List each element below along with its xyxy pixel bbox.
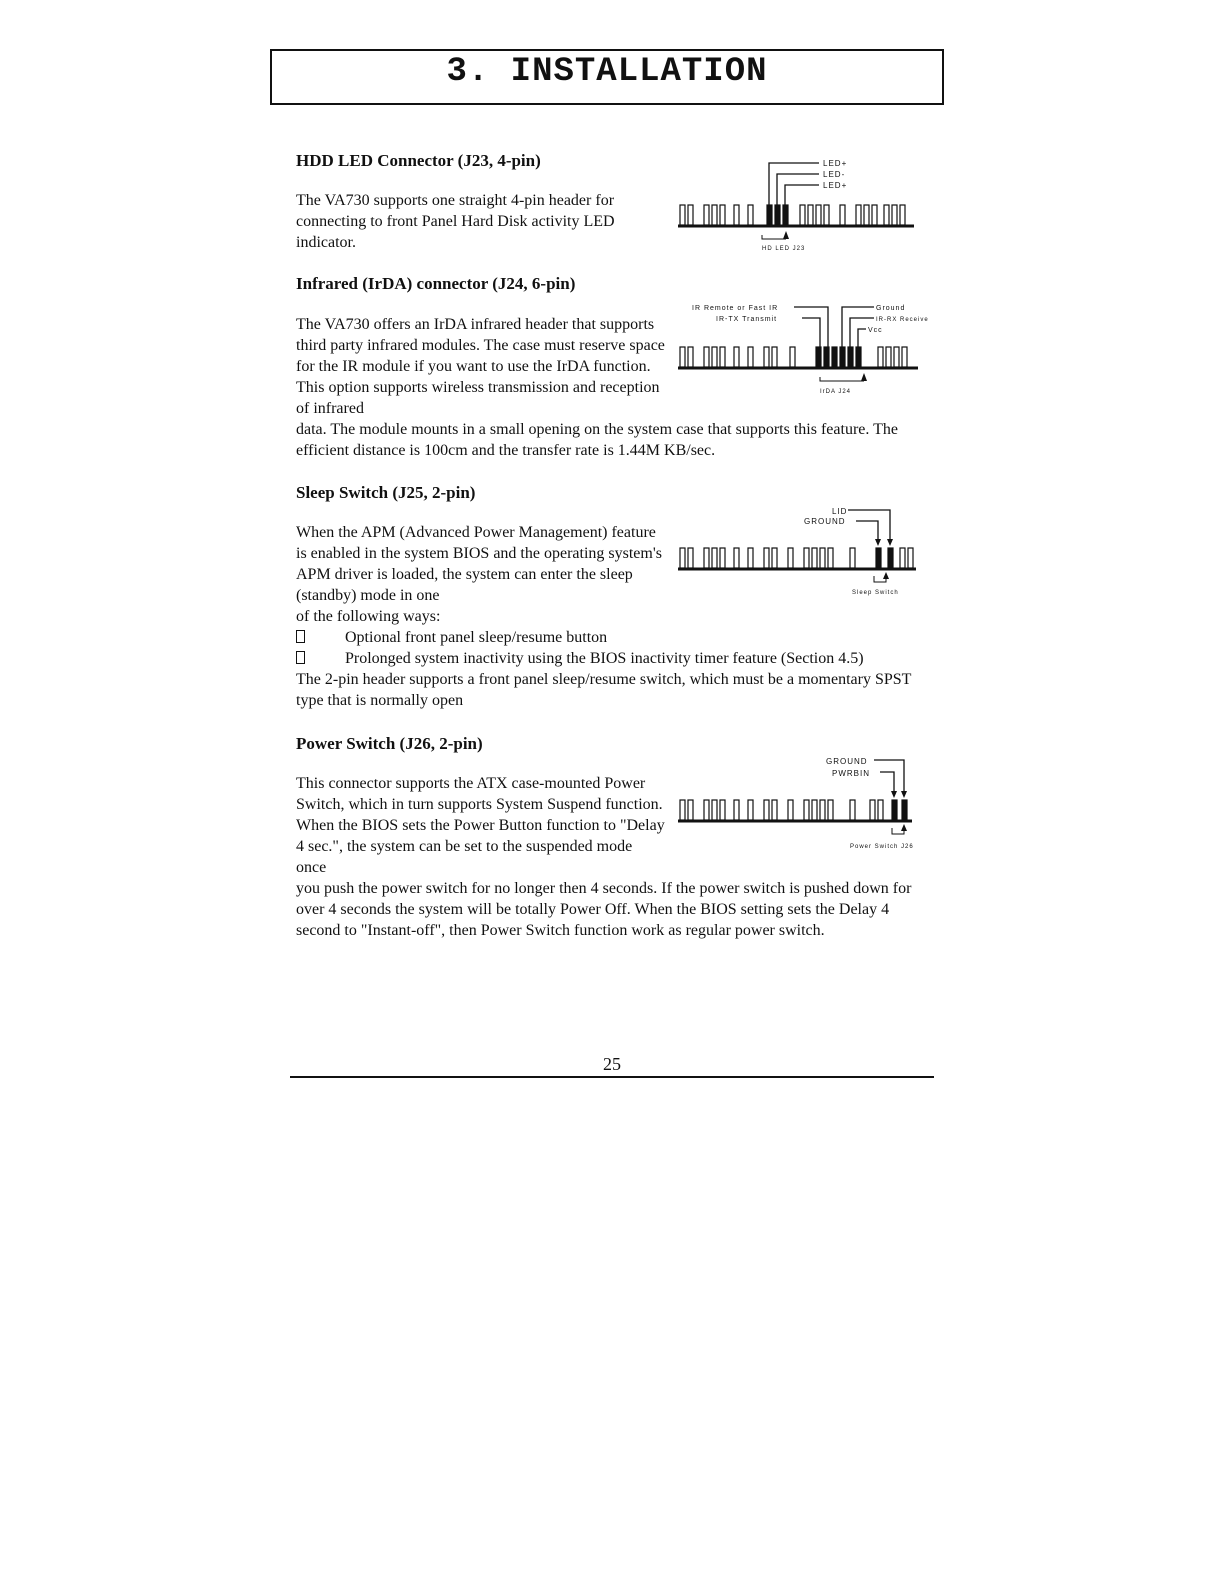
power-caption: Power Switch J26 bbox=[850, 844, 914, 850]
sleep-switch-diagram bbox=[674, 498, 924, 603]
hdd-caption: HD LED J23 bbox=[762, 246, 806, 252]
irda-label-ir-remote: IR Remote or Fast IR bbox=[692, 305, 779, 312]
sleep-switch-text-after: The 2-pin header supports a front panel sleep/resume switch, which must be a momentary SPST type that is normally open bbox=[296, 671, 912, 709]
power-pin-strip bbox=[680, 800, 907, 820]
power-switch-heading: Power Switch (J26, 2-pin) bbox=[296, 734, 483, 753]
sleep-switch-heading: Sleep Switch (J25, 2-pin) bbox=[296, 483, 476, 502]
hdd-led-diagram bbox=[674, 155, 924, 260]
hdd-label-3: LED+ bbox=[823, 181, 848, 190]
hdd-led-text: The VA730 supports one straight 4-pin header for connecting to front Panel Hard Disk activity LED indicator. bbox=[296, 192, 615, 251]
power-switch-connector-figure bbox=[674, 750, 924, 855]
chapter-header-box bbox=[270, 49, 944, 105]
irda-diagram bbox=[674, 297, 938, 407]
irda-heading: Infrared (IrDA) connector (J24, 6-pin) bbox=[296, 274, 576, 293]
hdd-led-heading: HDD LED Connector (J23, 4-pin) bbox=[296, 151, 541, 170]
sleep-label-ground: GROUND bbox=[804, 517, 846, 526]
power-label-ground: GROUND bbox=[826, 757, 868, 766]
power-label-pwrbin: PWRBIN bbox=[832, 769, 870, 778]
irda-label-ir-rx: IR-RX Receive bbox=[876, 317, 929, 323]
sleep-switch-connector-figure bbox=[674, 498, 924, 603]
irda-label-ground: Ground bbox=[876, 305, 906, 312]
sleep-caption: Sleep Switch bbox=[852, 590, 899, 596]
sleep-bullet-2: Prolonged system inactivity using the BIOS inactivity timer feature (Section 4.5) bbox=[296, 648, 864, 669]
irda-label-ir-tx: IR-TX Transmit bbox=[716, 316, 778, 323]
chapter-title: 3. INSTALLATION bbox=[446, 53, 768, 91]
irda-caption: IrDA J24 bbox=[820, 389, 852, 395]
irda-connector-figure bbox=[674, 297, 938, 407]
irda-label-vcc: Vcc bbox=[868, 327, 883, 334]
hdd-label-2: LED- bbox=[823, 170, 846, 179]
hdd-led-connector-figure bbox=[674, 155, 924, 260]
sleep-bullet-1: Optional front panel sleep/resume button bbox=[296, 627, 607, 648]
bullet-box-icon bbox=[296, 630, 305, 643]
sleep-switch-text-left: When the APM (Advanced Power Management) feature is enabled in the system BIOS and the operating system's APM driver is loaded, the system can enter the sleep (standby) mode in one bbox=[296, 524, 662, 604]
sleep-label-lid: LID bbox=[832, 507, 848, 516]
page-number: 25 bbox=[603, 1054, 621, 1074]
irda-pin-strip bbox=[680, 347, 907, 367]
hdd-pin-strip bbox=[680, 205, 905, 225]
irda-text-full: data. The module mounts in a small opening on the system case that supports this feature. The efficient distance is 100cm and the transfer rate is 1.44M KB/sec. bbox=[296, 421, 898, 459]
hdd-label-1: LED+ bbox=[823, 159, 848, 168]
irda-text-left: The VA730 offers an IrDA infrared header that supports third party infrared modules. The case must reserve space for the IR module if you want to use the IrDA function. This option supports wireless transmission and reception of infrared bbox=[296, 316, 665, 417]
power-switch-text-full: you push the power switch for no longer then 4 seconds. If the power switch is pushed down for over 4 seconds the system will be totally Power Off. When the BIOS setting sets the Delay 4 second to "Instant-off", then Power Switch function work as regular power switch. bbox=[296, 880, 912, 939]
sleep-switch-text-line: of the following ways: bbox=[296, 608, 441, 625]
power-switch-text-left: This connector supports the ATX case-mounted Power Switch, which in turn supports System Suspend function. When the BIOS sets the Power Button function to "Delay 4 sec.", the system can be set to the suspended mode once bbox=[296, 775, 665, 876]
sleep-pin-strip bbox=[680, 548, 913, 568]
footer-rule bbox=[290, 1076, 934, 1078]
bullet-box-icon bbox=[296, 651, 305, 664]
power-switch-diagram bbox=[674, 750, 924, 855]
